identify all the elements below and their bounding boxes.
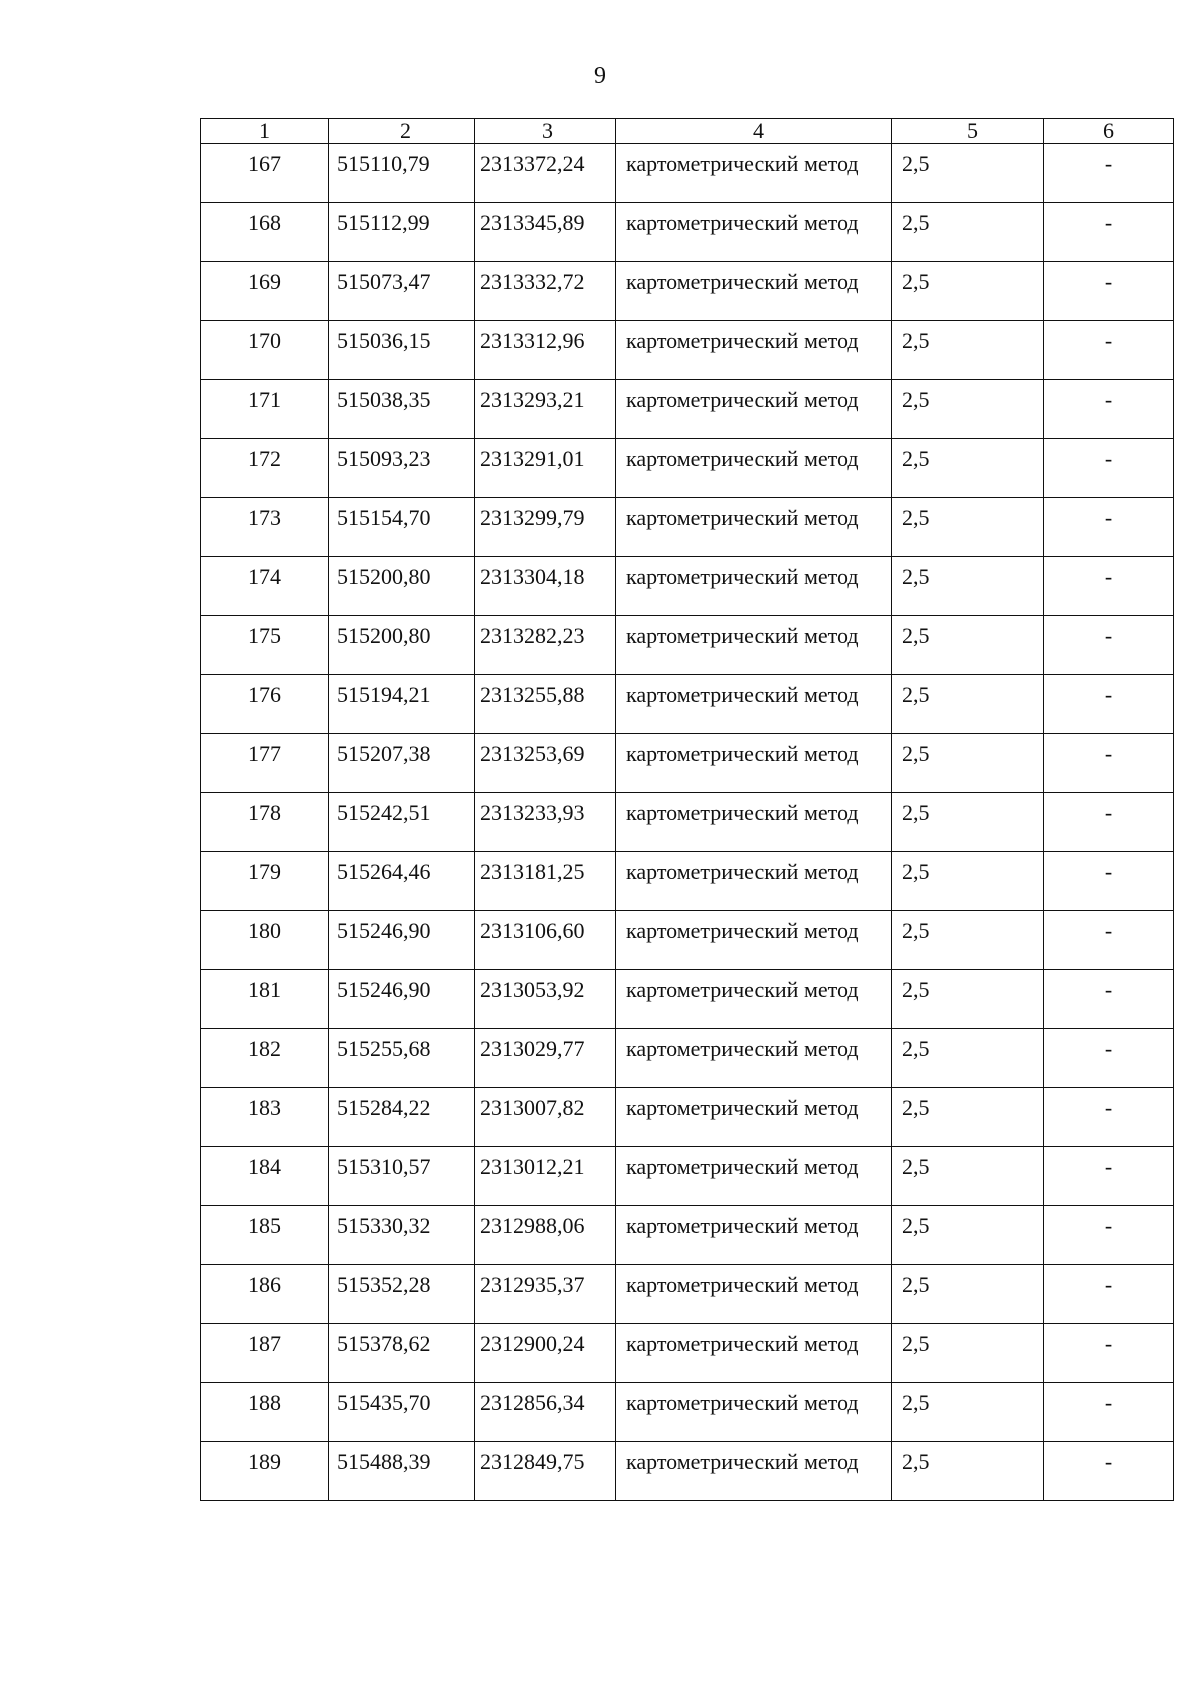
method-cell: картометрический метод [616,262,892,321]
accuracy-cell: 2,5 [892,1324,1044,1383]
method-cell: картометрический метод [616,1029,892,1088]
y-coordinate-cell: 2312935,37 [475,1265,616,1324]
note-cell: - [1044,1265,1174,1324]
note-cell: - [1044,793,1174,852]
accuracy-cell: 2,5 [892,1383,1044,1442]
table-row [201,1088,1174,1147]
accuracy-cell: 2,5 [892,557,1044,616]
y-coordinate-cell: 2313332,72 [475,262,616,321]
table-row [201,380,1174,439]
point-number-cell: 172 [201,439,329,498]
accuracy-cell: 2,5 [892,380,1044,439]
point-number-cell: 189 [201,1442,329,1501]
note-cell: - [1044,1324,1174,1383]
method-cell: картометрический метод [616,852,892,911]
note-cell: - [1044,1206,1174,1265]
method-cell: картометрический метод [616,439,892,498]
x-coordinate-cell: 515330,32 [329,1206,475,1265]
method-cell: картометрический метод [616,1324,892,1383]
accuracy-cell: 2,5 [892,1206,1044,1265]
y-coordinate-cell: 2312856,34 [475,1383,616,1442]
note-cell: - [1044,911,1174,970]
table-row [201,498,1174,557]
table-row [201,203,1174,262]
x-coordinate-cell: 515036,15 [329,321,475,380]
method-cell: картометрический метод [616,675,892,734]
accuracy-cell: 2,5 [892,1265,1044,1324]
column-header: 4 [616,119,892,144]
note-cell: - [1044,852,1174,911]
point-number-cell: 185 [201,1206,329,1265]
accuracy-cell: 2,5 [892,498,1044,557]
note-cell: - [1044,439,1174,498]
table-header-row [201,119,1174,144]
y-coordinate-cell: 2313181,25 [475,852,616,911]
accuracy-cell: 2,5 [892,1088,1044,1147]
method-cell: картометрический метод [616,1442,892,1501]
point-number-cell: 168 [201,203,329,262]
note-cell: - [1044,144,1174,203]
y-coordinate-cell: 2313304,18 [475,557,616,616]
method-cell: картометрический метод [616,557,892,616]
y-coordinate-cell: 2313293,21 [475,380,616,439]
table-row [201,793,1174,852]
x-coordinate-cell: 515093,23 [329,439,475,498]
y-coordinate-cell: 2313372,24 [475,144,616,203]
y-coordinate-cell: 2313007,82 [475,1088,616,1147]
note-cell: - [1044,1147,1174,1206]
y-coordinate-cell: 2313291,01 [475,439,616,498]
x-coordinate-cell: 515200,80 [329,557,475,616]
y-coordinate-cell: 2313233,93 [475,793,616,852]
accuracy-cell: 2,5 [892,675,1044,734]
point-number-cell: 174 [201,557,329,616]
point-number-cell: 184 [201,1147,329,1206]
accuracy-cell: 2,5 [892,262,1044,321]
method-cell: картометрический метод [616,1383,892,1442]
table-row [201,734,1174,793]
column-header: 6 [1044,119,1174,144]
y-coordinate-cell: 2312849,75 [475,1442,616,1501]
x-coordinate-cell: 515435,70 [329,1383,475,1442]
point-number-cell: 188 [201,1383,329,1442]
method-cell: картометрический метод [616,911,892,970]
accuracy-cell: 2,5 [892,203,1044,262]
x-coordinate-cell: 515073,47 [329,262,475,321]
table-row [201,321,1174,380]
method-cell: картометрический метод [616,616,892,675]
table-row [201,144,1174,203]
coordinates-table [200,118,1174,1501]
method-cell: картометрический метод [616,793,892,852]
x-coordinate-cell: 515200,80 [329,616,475,675]
x-coordinate-cell: 515038,35 [329,380,475,439]
point-number-cell: 170 [201,321,329,380]
x-coordinate-cell: 515110,79 [329,144,475,203]
method-cell: картометрический метод [616,321,892,380]
table-row [201,616,1174,675]
accuracy-cell: 2,5 [892,1442,1044,1501]
y-coordinate-cell: 2313299,79 [475,498,616,557]
column-header: 3 [475,119,616,144]
table-row [201,852,1174,911]
y-coordinate-cell: 2313253,69 [475,734,616,793]
accuracy-cell: 2,5 [892,439,1044,498]
table-body [201,144,1174,1501]
method-cell: картометрический метод [616,1088,892,1147]
point-number-cell: 179 [201,852,329,911]
note-cell: - [1044,203,1174,262]
point-number-cell: 173 [201,498,329,557]
x-coordinate-cell: 515488,39 [329,1442,475,1501]
x-coordinate-cell: 515194,21 [329,675,475,734]
x-coordinate-cell: 515154,70 [329,498,475,557]
point-number-cell: 176 [201,675,329,734]
table-row [201,439,1174,498]
table-row [201,262,1174,321]
point-number-cell: 181 [201,970,329,1029]
point-number-cell: 183 [201,1088,329,1147]
table-row [201,1147,1174,1206]
note-cell: - [1044,1442,1174,1501]
y-coordinate-cell: 2313312,96 [475,321,616,380]
accuracy-cell: 2,5 [892,852,1044,911]
table-row [201,1265,1174,1324]
table-row [201,911,1174,970]
x-coordinate-cell: 515112,99 [329,203,475,262]
method-cell: картометрический метод [616,970,892,1029]
y-coordinate-cell: 2313029,77 [475,1029,616,1088]
y-coordinate-cell: 2312988,06 [475,1206,616,1265]
x-coordinate-cell: 515242,51 [329,793,475,852]
method-cell: картометрический метод [616,1206,892,1265]
point-number-cell: 186 [201,1265,329,1324]
table-row [201,557,1174,616]
note-cell: - [1044,380,1174,439]
accuracy-cell: 2,5 [892,1147,1044,1206]
note-cell: - [1044,1383,1174,1442]
table-row [201,1029,1174,1088]
y-coordinate-cell: 2313282,23 [475,616,616,675]
column-header: 1 [201,119,329,144]
point-number-cell: 169 [201,262,329,321]
method-cell: картометрический метод [616,1147,892,1206]
accuracy-cell: 2,5 [892,911,1044,970]
note-cell: - [1044,321,1174,380]
method-cell: картометрический метод [616,203,892,262]
point-number-cell: 175 [201,616,329,675]
x-coordinate-cell: 515246,90 [329,970,475,1029]
x-coordinate-cell: 515207,38 [329,734,475,793]
table-row [201,1324,1174,1383]
point-number-cell: 187 [201,1324,329,1383]
accuracy-cell: 2,5 [892,144,1044,203]
method-cell: картометрический метод [616,144,892,203]
table-row [201,970,1174,1029]
note-cell: - [1044,1088,1174,1147]
note-cell: - [1044,734,1174,793]
method-cell: картометрический метод [616,1265,892,1324]
note-cell: - [1044,262,1174,321]
y-coordinate-cell: 2313106,60 [475,911,616,970]
column-header: 5 [892,119,1044,144]
x-coordinate-cell: 515378,62 [329,1324,475,1383]
point-number-cell: 182 [201,1029,329,1088]
x-coordinate-cell: 515255,68 [329,1029,475,1088]
note-cell: - [1044,1029,1174,1088]
method-cell: картометрический метод [616,380,892,439]
point-number-cell: 167 [201,144,329,203]
accuracy-cell: 2,5 [892,321,1044,380]
x-coordinate-cell: 515246,90 [329,911,475,970]
point-number-cell: 177 [201,734,329,793]
y-coordinate-cell: 2313255,88 [475,675,616,734]
table-row [201,1442,1174,1501]
accuracy-cell: 2,5 [892,793,1044,852]
table-row [201,1206,1174,1265]
point-number-cell: 180 [201,911,329,970]
x-coordinate-cell: 515310,57 [329,1147,475,1206]
note-cell: - [1044,675,1174,734]
column-header: 2 [329,119,475,144]
page-number: 9 [594,63,606,89]
x-coordinate-cell: 515264,46 [329,852,475,911]
note-cell: - [1044,557,1174,616]
accuracy-cell: 2,5 [892,1029,1044,1088]
table-row [201,1383,1174,1442]
accuracy-cell: 2,5 [892,616,1044,675]
y-coordinate-cell: 2312900,24 [475,1324,616,1383]
y-coordinate-cell: 2313012,21 [475,1147,616,1206]
point-number-cell: 178 [201,793,329,852]
x-coordinate-cell: 515284,22 [329,1088,475,1147]
method-cell: картометрический метод [616,498,892,557]
note-cell: - [1044,970,1174,1029]
y-coordinate-cell: 2313345,89 [475,203,616,262]
table-row [201,675,1174,734]
note-cell: - [1044,498,1174,557]
point-number-cell: 171 [201,380,329,439]
method-cell: картометрический метод [616,734,892,793]
note-cell: - [1044,616,1174,675]
y-coordinate-cell: 2313053,92 [475,970,616,1029]
x-coordinate-cell: 515352,28 [329,1265,475,1324]
accuracy-cell: 2,5 [892,970,1044,1029]
accuracy-cell: 2,5 [892,734,1044,793]
